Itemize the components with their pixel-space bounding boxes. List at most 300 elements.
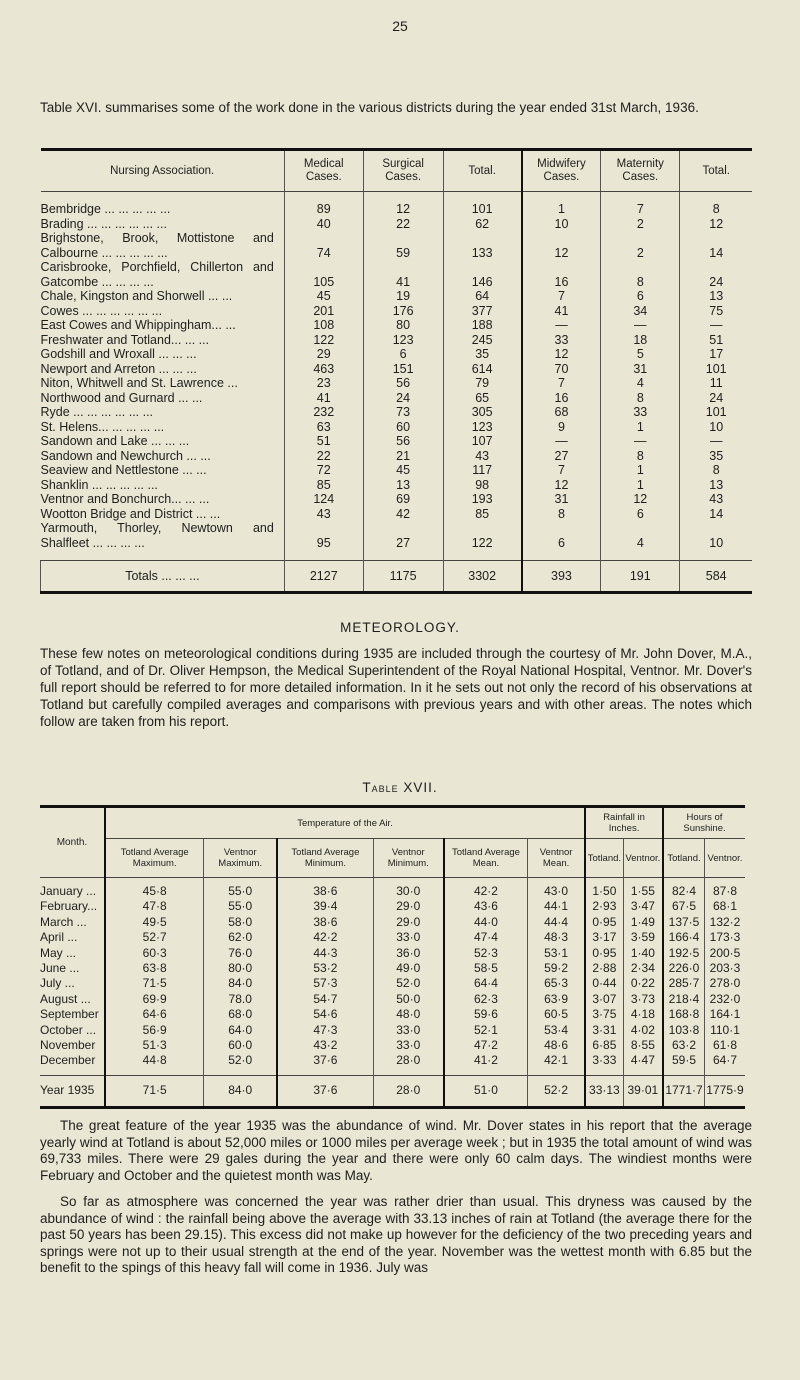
cell-value: 33·0: [373, 1023, 444, 1038]
cell-value: 84·0: [204, 976, 277, 991]
cell-value: 8: [601, 449, 680, 464]
cell-value: 12: [363, 192, 443, 217]
cell-value: 36·0: [373, 946, 444, 961]
total-value: 3302: [443, 561, 522, 593]
association-name: Newport and Arreton ... ... ...: [40, 361, 197, 376]
cell-value: 60·5: [528, 1007, 585, 1022]
cell-value: 146: [443, 260, 522, 289]
cell-value: 166·4: [663, 930, 704, 945]
table-row: [41, 192, 753, 217]
cell-value: 12: [680, 217, 752, 232]
cell-value: 87·8: [704, 878, 745, 900]
cell-value: 16: [522, 260, 601, 289]
cell-value: 29·0: [373, 899, 444, 914]
page-number: 25: [392, 18, 408, 34]
table-row: [41, 420, 753, 435]
column-header: Totland Average Mean.: [444, 839, 528, 878]
cell-value: 13: [363, 478, 443, 493]
column-header: Surgical Cases.: [363, 150, 443, 192]
cell-value: 0·44: [585, 976, 623, 991]
cell-value: 51: [284, 434, 363, 449]
total-value: 2127: [284, 561, 363, 593]
cell-value: 80: [363, 318, 443, 333]
cell-value: 3·17: [585, 930, 623, 945]
cell-value: 0·95: [585, 946, 623, 961]
column-header: Ventnor Minimum.: [373, 839, 444, 878]
cell-value: 3·47: [623, 899, 663, 914]
cell-value: 42·2: [444, 878, 528, 900]
cell-value: 56: [363, 434, 443, 449]
cell-value: 62: [443, 217, 522, 232]
cell-value: 50·0: [373, 992, 444, 1007]
column-header: Nursing Association.: [41, 150, 285, 192]
cell-value: 59·6: [444, 1007, 528, 1022]
cell-value: 62·0: [204, 930, 277, 945]
cell-value: 39·4: [277, 899, 373, 914]
year-value: 37·6: [277, 1075, 373, 1107]
rainfall-group-header: Rainfall in Inches.: [585, 807, 663, 839]
cell-value: 201: [284, 304, 363, 319]
cell-value: 3·59: [623, 930, 663, 945]
cell-value: 2·34: [623, 961, 663, 976]
cell-value: 108: [284, 318, 363, 333]
cell-value: 13: [680, 478, 752, 493]
cell-value: 1·50: [585, 878, 623, 900]
cell-value: 33·0: [373, 930, 444, 945]
cell-value: 60: [363, 420, 443, 435]
cell-value: 44·4: [528, 915, 585, 930]
cell-value: 53·2: [277, 961, 373, 976]
table-row: [41, 507, 753, 522]
association-name: Wootton Bridge and District ... ...: [40, 506, 221, 521]
cell-value: 74: [284, 231, 363, 260]
cell-value: 44·3: [277, 946, 373, 961]
cell-value: 41·2: [444, 1053, 528, 1075]
cell-value: 37·6: [277, 1053, 373, 1075]
cell-value: 3·31: [585, 1023, 623, 1038]
cell-value: 41: [284, 391, 363, 406]
association-name: Shanklin ... ... ... ... ...: [40, 477, 158, 492]
cell-value: 2: [601, 217, 680, 232]
month-row: [40, 930, 745, 945]
cell-value: 79: [443, 376, 522, 391]
cell-value: 48·3: [528, 930, 585, 945]
table-row: [41, 449, 753, 464]
cell-value: 278·0: [704, 976, 745, 991]
association-name: Sandown and Lake ... ... ...: [40, 434, 190, 448]
cell-value: 4·18: [623, 1007, 663, 1022]
cell-value: 188: [443, 318, 522, 333]
nursing-associations-table: [40, 148, 752, 594]
column-header: Totland Average Minimum.: [277, 839, 373, 878]
cell-value: 49·0: [373, 961, 444, 976]
column-header: Totland.: [585, 839, 623, 878]
association-name: Chale, Kingston and Shorwell ... ...: [40, 289, 233, 303]
cell-value: 55·0: [204, 878, 277, 900]
column-header: Medical Cases.: [284, 150, 363, 192]
association-name: Carisbrooke, Porchfield, Chillerton and Gatcombe ... ... ... ...: [40, 260, 274, 289]
month-header: Month.: [40, 807, 105, 878]
cell-value: 41: [363, 260, 443, 289]
cell-value: 11: [680, 376, 752, 391]
wind-paragraph: The great feature of the year 1935 was the abundance of wind. Mr. Dover states in his report that the average yearly wind at Totland is about 52,000 miles or 1000 miles per average week ; but in 1935 the total amount of wind was 69,733 miles. There were 29 gales during the year and there were only 60 calm days. The windiest months were February and October and the quietest month was May.: [40, 1118, 752, 1183]
cell-value: 68·1: [704, 899, 745, 914]
cell-value: 43: [443, 449, 522, 464]
cell-value: 377: [443, 304, 522, 319]
column-header: Total.: [680, 150, 752, 192]
table-row: [41, 391, 753, 406]
cell-value: 54·6: [277, 1007, 373, 1022]
cell-value: 64·7: [704, 1053, 745, 1075]
cell-value: 72: [284, 463, 363, 478]
column-header: Totland.: [663, 839, 704, 878]
month-row: [40, 1007, 745, 1022]
cell-value: 45·8: [105, 878, 204, 900]
meteorology-table: [40, 805, 745, 1109]
cell-value: —: [522, 318, 601, 333]
association-name: Cowes ... ... ... ... ... ...: [40, 303, 163, 318]
cell-value: 13: [680, 289, 752, 304]
cell-value: 6: [601, 507, 680, 522]
association-name: Brading ... ... ... ... ... ...: [40, 216, 167, 231]
column-header: Ventnor Maximum.: [204, 839, 277, 878]
cell-value: 52·0: [204, 1053, 277, 1075]
cell-value: 61·8: [704, 1038, 745, 1053]
cell-value: 122: [443, 521, 522, 561]
cell-value: 0·95: [585, 915, 623, 930]
cell-value: 132·2: [704, 915, 745, 930]
cell-value: 33: [522, 333, 601, 348]
cell-value: 103·8: [663, 1023, 704, 1038]
month-name: April ...: [40, 930, 78, 945]
table-row: [41, 463, 753, 478]
cell-value: 14: [680, 507, 752, 522]
association-name: Ryde ... ... ... ... ... ...: [40, 405, 154, 419]
year-value: 51·0: [444, 1075, 528, 1107]
cell-value: 29·0: [373, 915, 444, 930]
cell-value: 8: [680, 192, 752, 217]
cell-value: 59: [363, 231, 443, 260]
table-row: [41, 521, 753, 561]
cell-value: 105: [284, 260, 363, 289]
cell-value: 123: [443, 420, 522, 435]
cell-value: 78.0: [204, 992, 277, 1007]
month-row: [40, 992, 745, 1007]
cell-value: 6·85: [585, 1038, 623, 1053]
cell-value: 53·1: [528, 946, 585, 961]
cell-value: 89: [284, 192, 363, 217]
cell-value: 63·9: [528, 992, 585, 1007]
cell-value: 64·4: [444, 976, 528, 991]
cell-value: 22: [284, 449, 363, 464]
cell-value: 68·0: [204, 1007, 277, 1022]
cell-value: 7: [601, 192, 680, 217]
cell-value: 85: [443, 507, 522, 522]
cell-value: 59·5: [663, 1053, 704, 1075]
cell-value: 173·3: [704, 930, 745, 945]
cell-value: 48·0: [373, 1007, 444, 1022]
cell-value: 10: [680, 521, 752, 561]
column-header: Totland Average Maximum.: [105, 839, 204, 878]
cell-value: 23: [284, 376, 363, 391]
cell-value: 43: [284, 507, 363, 522]
cell-value: 69·9: [105, 992, 204, 1007]
cell-value: 42: [363, 507, 443, 522]
cell-value: 7: [522, 289, 601, 304]
cell-value: 176: [363, 304, 443, 319]
month-row: [40, 961, 745, 976]
cell-value: 7: [522, 376, 601, 391]
cell-value: 101: [680, 405, 752, 420]
intro-text: Table XVI. summarises some of the work done in the various districts during the year ended 31st March, 1936.: [40, 100, 699, 115]
association-name: Godshill and Wroxall ... ... ...: [40, 347, 197, 361]
cell-value: 48·6: [528, 1038, 585, 1053]
cell-value: 17: [680, 347, 752, 362]
table-row: [41, 260, 753, 289]
cell-value: 110·1: [704, 1023, 745, 1038]
year-value: 1771·7: [663, 1075, 704, 1107]
cell-value: 65: [443, 391, 522, 406]
cell-value: 0·22: [623, 976, 663, 991]
cell-value: 45: [284, 289, 363, 304]
cell-value: 68: [522, 405, 601, 420]
cell-value: 41: [522, 304, 601, 319]
month-row: [40, 899, 745, 914]
cell-value: 35: [680, 449, 752, 464]
table-row: [41, 492, 753, 507]
cell-value: 3·33: [585, 1053, 623, 1075]
cell-value: 67·5: [663, 899, 704, 914]
cell-value: 3·73: [623, 992, 663, 1007]
association-name: Sandown and Newchurch ... ...: [40, 448, 211, 463]
year-value: 1775·9: [704, 1075, 745, 1107]
cell-value: 6: [363, 347, 443, 362]
cell-value: 8·55: [623, 1038, 663, 1053]
month-name: June ...: [40, 961, 80, 976]
year-value: 28·0: [373, 1075, 444, 1107]
cell-value: —: [680, 318, 752, 333]
cell-value: 12: [522, 347, 601, 362]
cell-value: 2·93: [585, 899, 623, 914]
cell-value: 232: [284, 405, 363, 420]
cell-value: 64: [443, 289, 522, 304]
cell-value: 34: [601, 304, 680, 319]
cell-value: 47·8: [105, 899, 204, 914]
month-row: [40, 946, 745, 961]
cell-value: 6: [601, 289, 680, 304]
total-value: 191: [601, 561, 680, 593]
cell-value: 58·0: [204, 915, 277, 930]
cell-value: 42·2: [277, 930, 373, 945]
cell-value: 52·7: [105, 930, 204, 945]
association-name: Seaview and Nettlestone ... ...: [40, 463, 207, 477]
month-row: [40, 1053, 745, 1075]
cell-value: 2: [601, 231, 680, 260]
cell-value: 30·0: [373, 878, 444, 900]
month-name: May ...: [40, 945, 77, 960]
cell-value: 200·5: [704, 946, 745, 961]
cell-value: —: [522, 434, 601, 449]
cell-value: 1: [601, 463, 680, 478]
cell-value: 24: [680, 391, 752, 406]
association-name: St. Helens... ... ... ... ...: [40, 419, 165, 434]
cell-value: 43: [680, 492, 752, 507]
month-name: March ...: [40, 914, 87, 929]
table-xvii-caption: Table XVII.: [362, 780, 438, 795]
cell-value: 57·3: [277, 976, 373, 991]
column-header: Maternity Cases.: [601, 150, 680, 192]
cell-value: 43·0: [528, 878, 585, 900]
cell-value: 98: [443, 478, 522, 493]
cell-value: 54·7: [277, 992, 373, 1007]
cell-value: 232·0: [704, 992, 745, 1007]
association-name: Bembridge ... ... ... ... ...: [40, 202, 171, 216]
cell-value: 4·02: [623, 1023, 663, 1038]
cell-value: 226·0: [663, 961, 704, 976]
year-value: 39·01: [623, 1075, 663, 1107]
cell-value: 10: [680, 420, 752, 435]
cell-value: 133: [443, 231, 522, 260]
year-label: Year 1935: [40, 1075, 105, 1107]
cell-value: 45: [363, 463, 443, 478]
cell-value: —: [680, 434, 752, 449]
month-name: January ...: [40, 884, 97, 898]
cell-value: 117: [443, 463, 522, 478]
cell-value: 52·0: [373, 976, 444, 991]
table-row: [41, 231, 753, 260]
cell-value: 137·5: [663, 915, 704, 930]
cell-value: 31: [601, 362, 680, 377]
cell-value: 24: [363, 391, 443, 406]
cell-value: 285·7: [663, 976, 704, 991]
table-row: [41, 304, 753, 319]
cell-value: 52·3: [444, 946, 528, 961]
month-row: [40, 976, 745, 991]
column-header: Midwifery Cases.: [522, 150, 601, 192]
month-name: February...: [40, 899, 98, 914]
totals-row: [41, 561, 753, 593]
cell-value: 123: [363, 333, 443, 348]
cell-value: 1: [601, 478, 680, 493]
cell-value: 463: [284, 362, 363, 377]
cell-value: —: [601, 434, 680, 449]
cell-value: 47·4: [444, 930, 528, 945]
cell-value: 43·2: [277, 1038, 373, 1053]
column-header: Ventnor.: [623, 839, 663, 878]
cell-value: 38·6: [277, 915, 373, 930]
cell-value: 56: [363, 376, 443, 391]
association-name: East Cowes and Whippingham... ...: [40, 318, 236, 332]
association-name: Freshwater and Totland... ... ...: [40, 332, 210, 347]
cell-value: 40: [284, 217, 363, 232]
cell-value: 33·0: [373, 1038, 444, 1053]
year-value: 71·5: [105, 1075, 204, 1107]
year-value: 84·0: [204, 1075, 277, 1107]
cell-value: 27: [522, 449, 601, 464]
cell-value: 95: [284, 521, 363, 561]
association-name: Niton, Whitwell and St. Lawrence ...: [40, 376, 238, 390]
cell-value: 10: [522, 217, 601, 232]
cell-value: —: [601, 318, 680, 333]
cell-value: 192·5: [663, 946, 704, 961]
cell-value: 4: [601, 521, 680, 561]
cell-value: 63·2: [663, 1038, 704, 1053]
meteorology-intro: These few notes on meteorological conditions during 1935 are included through the courtesy of Mr. John Dover, M.A., of Totland, and of Dr. Oliver Hempson, the Medical Superintendent of the Royal National Hospital, Ventnor. Mr. Dover's full report should be referred to for more detailed information. In it he sets out not only the record of his observations at Totland but carefully compiled averages and comparisons with previous years and with other areas. The notes which follow are taken from his report.: [40, 646, 752, 729]
cell-value: 8: [680, 463, 752, 478]
cell-value: 49·5: [105, 915, 204, 930]
cell-value: 60·3: [105, 946, 204, 961]
cell-value: 218·4: [663, 992, 704, 1007]
month-name: October ...: [40, 1022, 97, 1037]
cell-value: 164·1: [704, 1007, 745, 1022]
cell-value: 70: [522, 362, 601, 377]
sunshine-group-header: Hours of Sunshine.: [663, 807, 745, 839]
cell-value: 122: [284, 333, 363, 348]
cell-value: 82·4: [663, 878, 704, 900]
year-value: 33·13: [585, 1075, 623, 1107]
cell-value: 35: [443, 347, 522, 362]
cell-value: 44·1: [528, 899, 585, 914]
month-name: September: [40, 1007, 99, 1022]
cell-value: 245: [443, 333, 522, 348]
month-name: July ...: [40, 976, 75, 991]
cell-value: 73: [363, 405, 443, 420]
cell-value: 1·55: [623, 878, 663, 900]
month-row: [40, 1038, 745, 1053]
cell-value: 80·0: [204, 961, 277, 976]
cell-value: 71·5: [105, 976, 204, 991]
month-row: [40, 915, 745, 930]
cell-value: 1·40: [623, 946, 663, 961]
meteorology-heading: METEOROLOGY.: [340, 620, 460, 635]
column-header: Ventnor.: [704, 839, 745, 878]
month-row: [40, 1023, 745, 1038]
total-value: 584: [680, 561, 752, 593]
cell-value: 60·0: [204, 1038, 277, 1053]
table-row: [41, 434, 753, 449]
cell-value: 3·07: [585, 992, 623, 1007]
cell-value: 12: [601, 492, 680, 507]
cell-value: 44·0: [444, 915, 528, 930]
cell-value: 14: [680, 231, 752, 260]
cell-value: 55·0: [204, 899, 277, 914]
cell-value: 31: [522, 492, 601, 507]
cell-value: 59·2: [528, 961, 585, 976]
cell-value: 65·3: [528, 976, 585, 991]
total-value: 393: [522, 561, 601, 593]
cell-value: 64·0: [204, 1023, 277, 1038]
table-row: [41, 376, 753, 391]
cell-value: 12: [522, 231, 601, 260]
table-row: [41, 362, 753, 377]
cell-value: 21: [363, 449, 443, 464]
cell-value: 62·3: [444, 992, 528, 1007]
cell-value: 614: [443, 362, 522, 377]
cell-value: 51·3: [105, 1038, 204, 1053]
cell-value: 193: [443, 492, 522, 507]
cell-value: 107: [443, 434, 522, 449]
month-row: [40, 878, 745, 900]
totals-label: Totals ... ... ...: [41, 561, 285, 593]
cell-value: 19: [363, 289, 443, 304]
cell-value: 28·0: [373, 1053, 444, 1075]
cell-value: 4: [601, 376, 680, 391]
cell-value: 33: [601, 405, 680, 420]
cell-value: 101: [680, 362, 752, 377]
cell-value: 1: [522, 192, 601, 217]
cell-value: 168·8: [663, 1007, 704, 1022]
cell-value: 69: [363, 492, 443, 507]
